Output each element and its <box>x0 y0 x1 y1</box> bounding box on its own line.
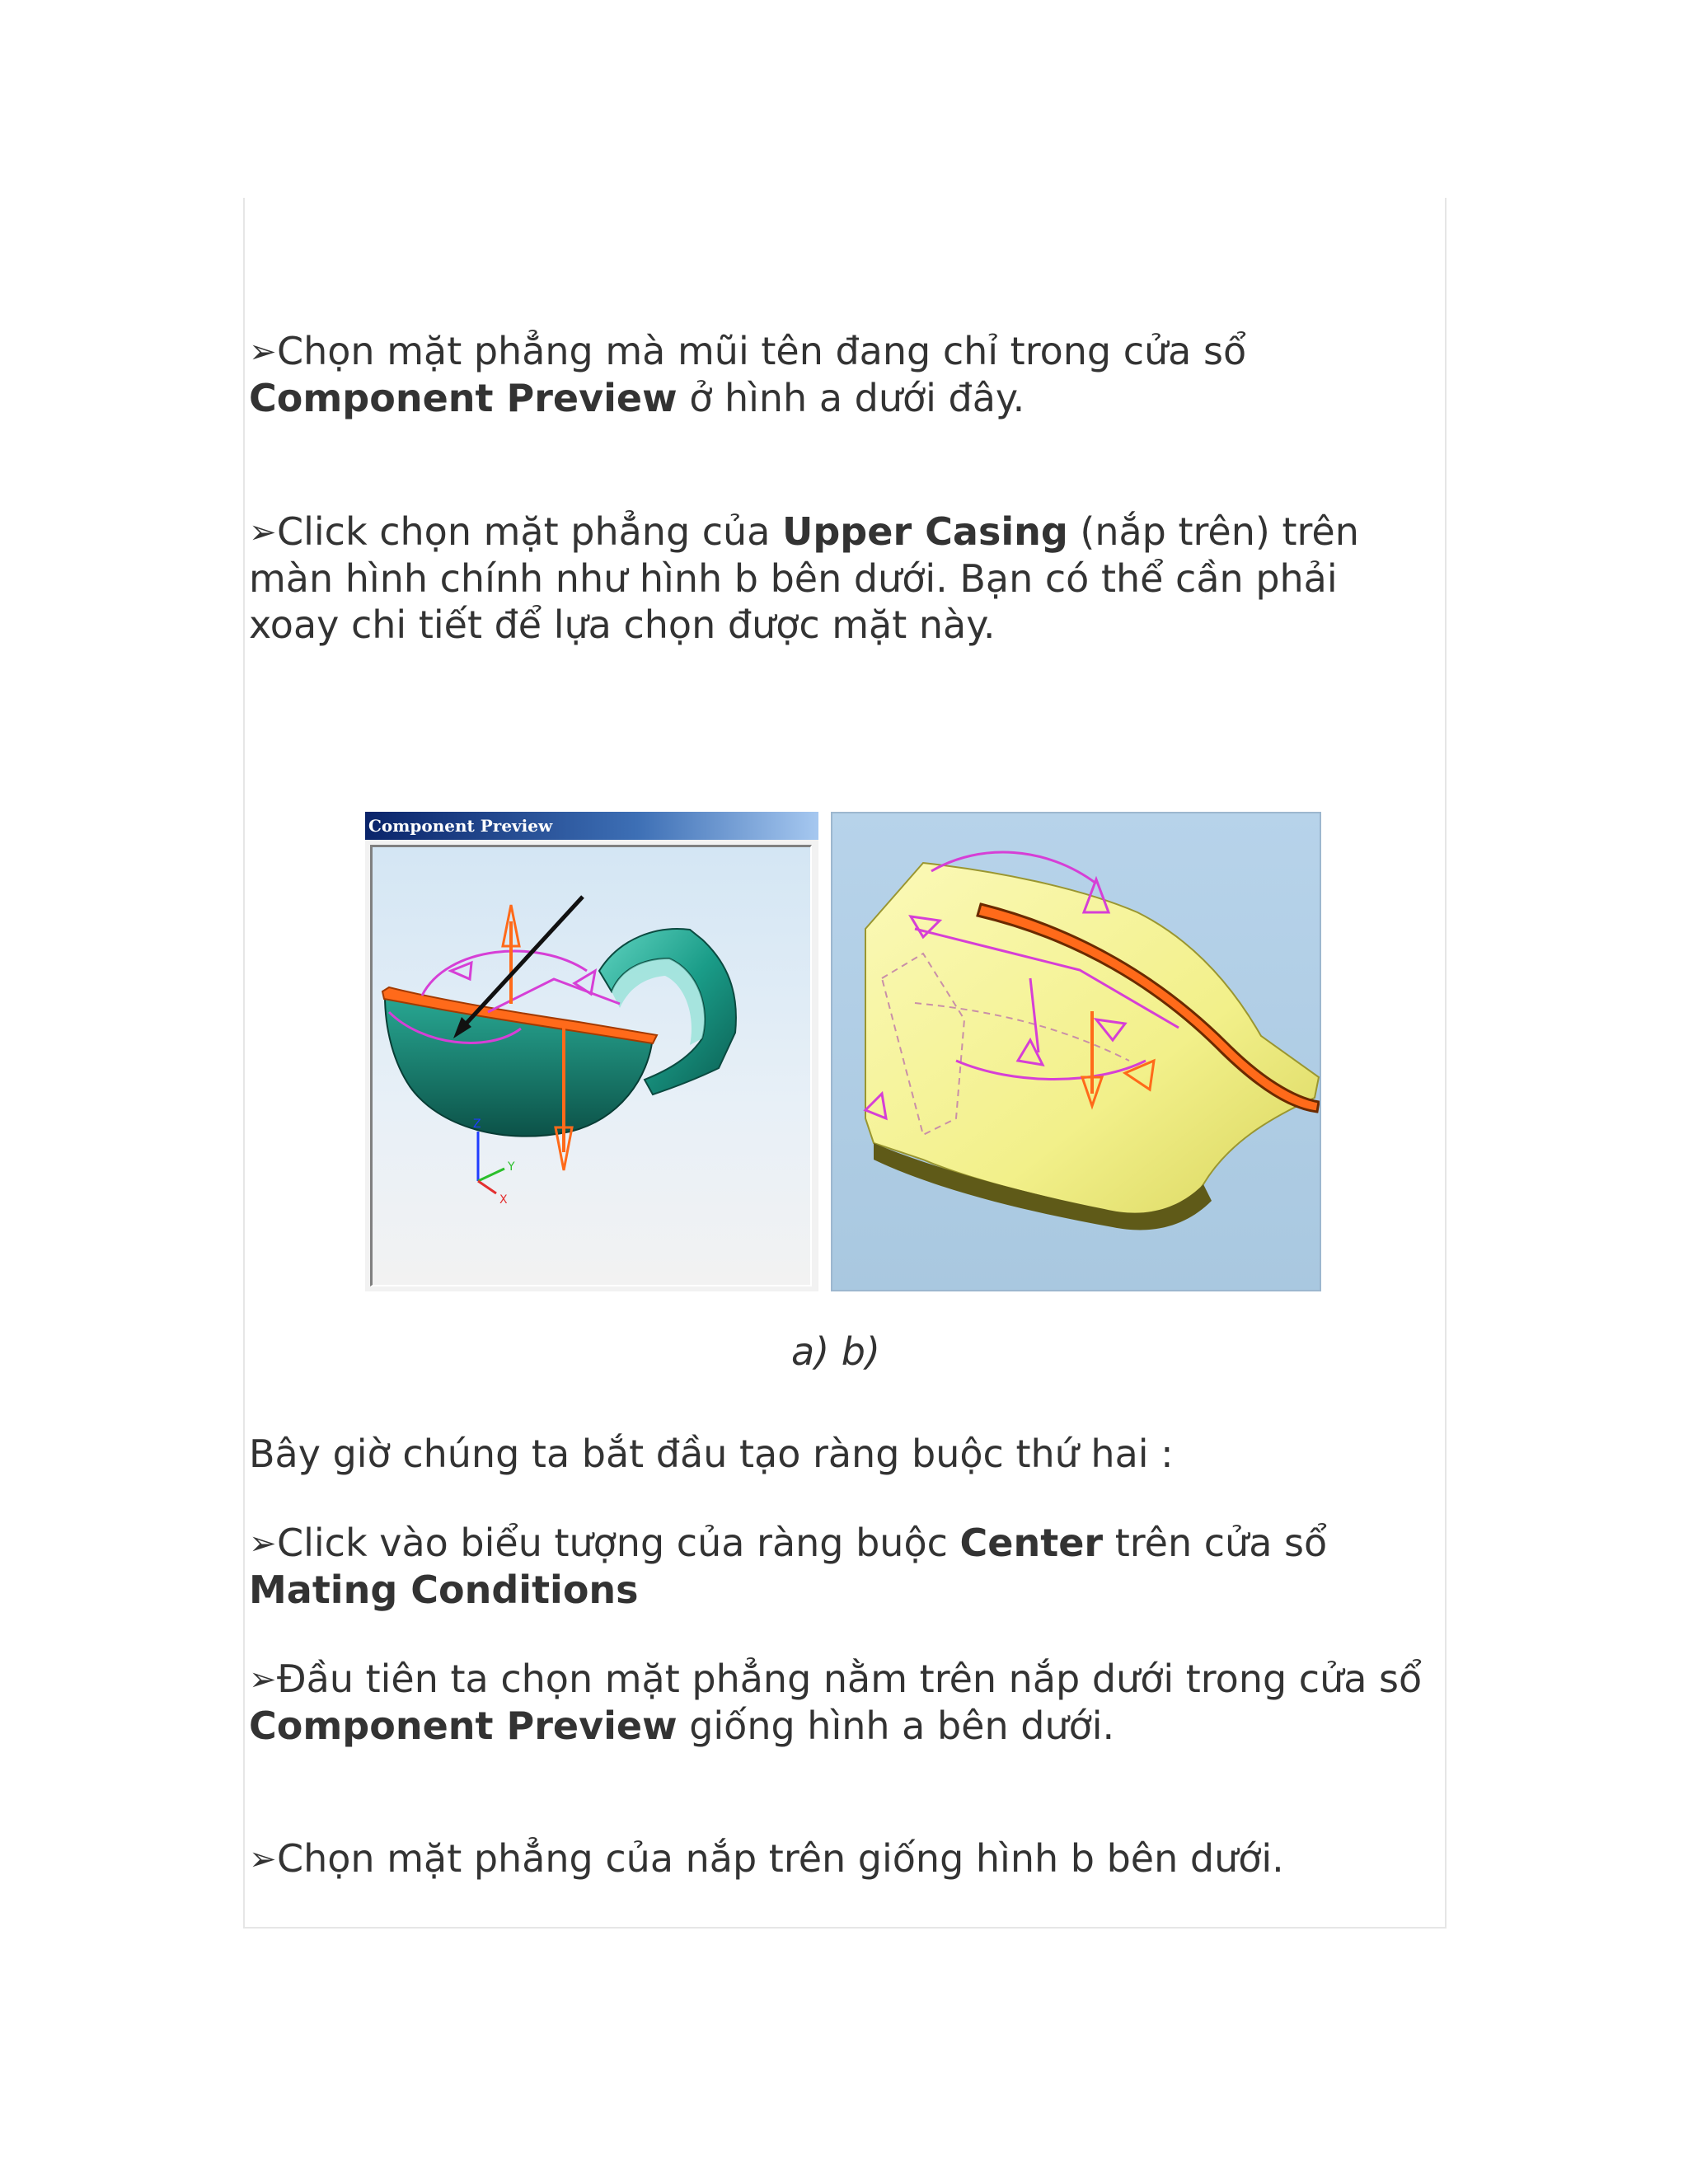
preview-viewport[interactable] <box>370 845 812 1286</box>
arrow-bullet-icon: ➢ <box>249 1525 277 1563</box>
preview-render <box>373 847 810 1285</box>
arrow-bullet-icon: ➢ <box>249 333 277 371</box>
intro-second-constraint <box>249 1431 1436 1477</box>
axis-y-label: Y <box>508 1160 515 1174</box>
text-fragment: (nắp trên) trên màn hình chính như hình b bên dưới. Bạn có thể cần phải xoay chi tiết để lựa chọn được mặt này. <box>249 509 1359 647</box>
main-render <box>832 813 1320 1290</box>
bold-component-preview: Component Preview <box>249 376 678 420</box>
text-fragment: ở hình a dưới đây. <box>677 376 1025 420</box>
text-fragment: Bây giờ chúng ta bắt đầu tạo ràng buộc thứ hai : <box>249 1432 1174 1476</box>
arrow-bullet-icon: ➢ <box>249 1661 277 1699</box>
instruction-click-center <box>249 1520 1436 1613</box>
arrow-bullet-icon: ➢ <box>249 1840 277 1878</box>
axis-z-label: Z <box>473 1118 481 1131</box>
instruction-select-plane-preview <box>249 328 1436 421</box>
bold-upper-casing: Upper Casing <box>782 509 1068 554</box>
figure-a-component-preview <box>365 812 818 1291</box>
text-fragment: Chọn mặt phẳng mà mũi tên đang chỉ trong cửa sổ <box>277 329 1247 373</box>
instruction-select-lower-plane <box>249 1656 1436 1749</box>
text-fragment: giống hình a bên dưới. <box>677 1704 1115 1748</box>
figure-caption: a) b) <box>791 1329 880 1374</box>
figure-b-main-view <box>831 812 1321 1291</box>
text-fragment: Chọn mặt phẳng của nắp trên giống hình b bên dưới. <box>277 1836 1284 1881</box>
text-fragment: trên cửa sổ <box>1103 1521 1328 1565</box>
window-title: Component Preview <box>365 812 818 840</box>
instruction-select-upper-plane <box>249 1835 1436 1882</box>
text-fragment: Click vào biểu tượng của ràng buộc <box>277 1521 960 1565</box>
bold-center: Center <box>959 1521 1104 1565</box>
text-fragment: Click chọn mặt phẳng của <box>277 509 783 554</box>
arrow-bullet-icon: ➢ <box>249 513 277 551</box>
axis-x-label: X <box>499 1193 508 1207</box>
instruction-select-upper-casing <box>249 509 1436 648</box>
text-fragment: Đầu tiên ta chọn mặt phẳng nằm trên nắp dưới trong cửa sổ <box>277 1657 1423 1701</box>
bold-component-preview: Component Preview <box>249 1704 678 1748</box>
bold-mating-conditions: Mating Conditions <box>249 1568 639 1612</box>
